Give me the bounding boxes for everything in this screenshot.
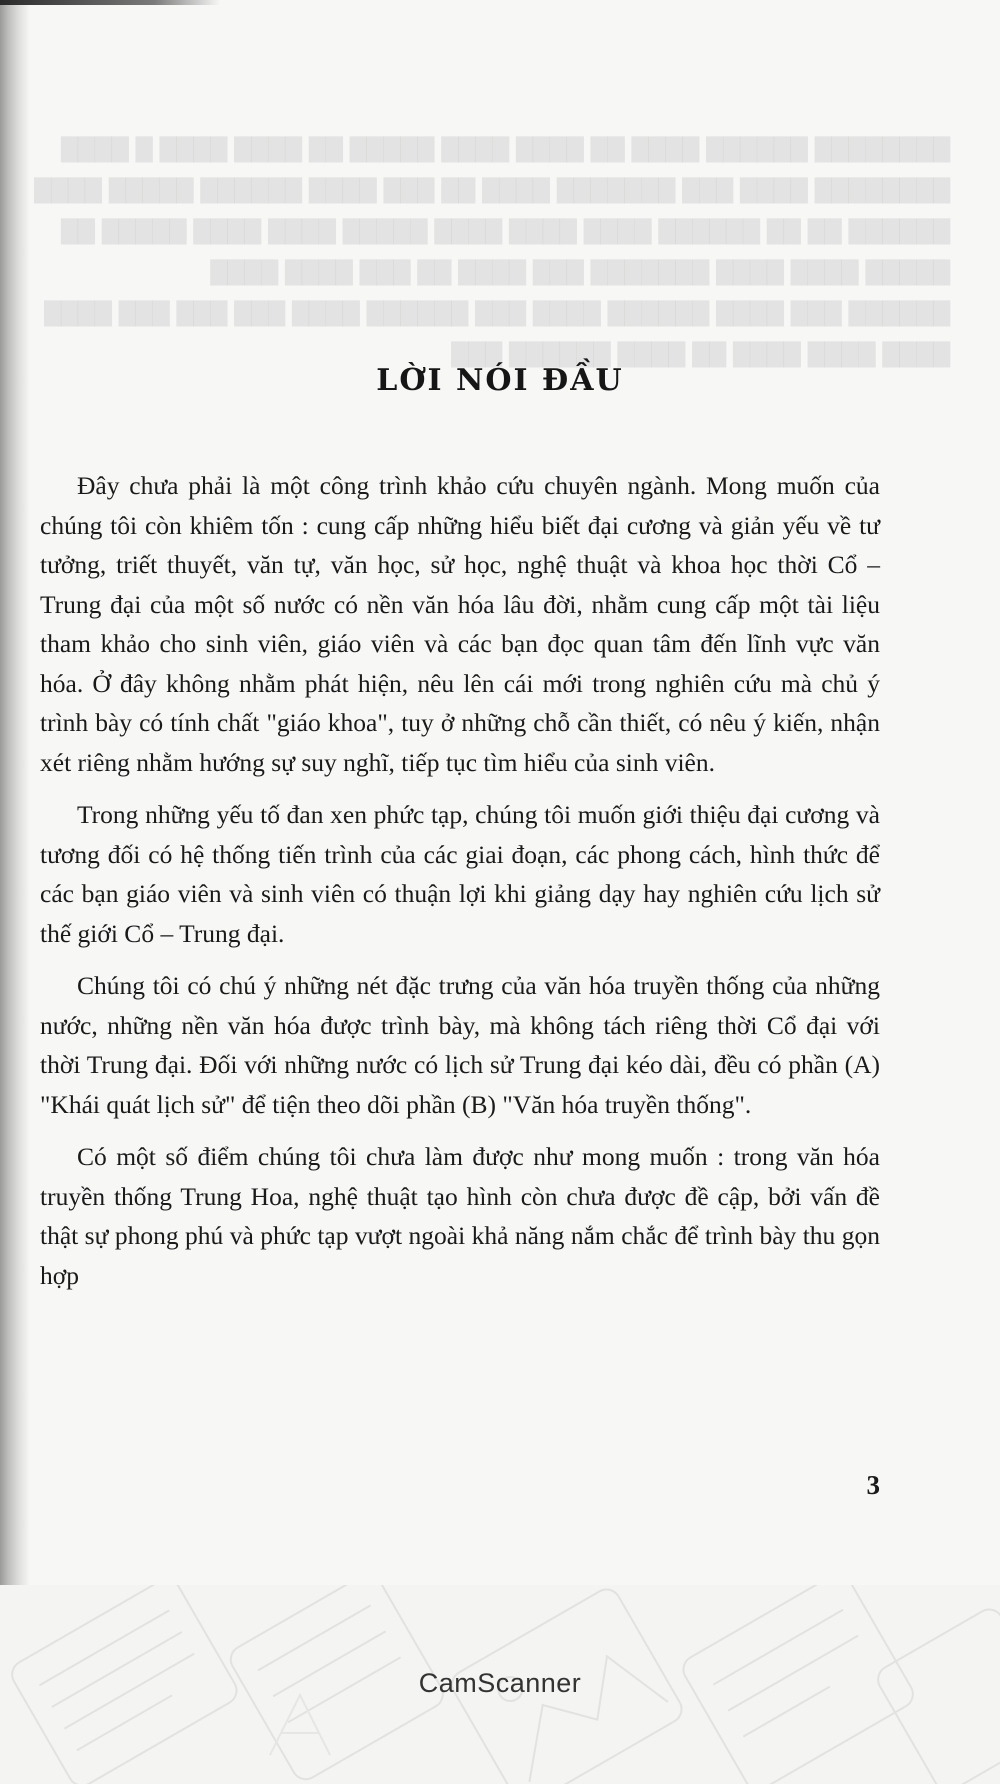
paragraph: Chúng tôi có chú ý những nét đặc trưng của văn hóa truyền thống của những nước, những nền văn hóa được trình bày, mà không tách riêng thời Cổ đại với thời Trung đại. Đối với những nước có lịch sử Trung đại kéo dài, đều có phần (A) "Khái quát lịch sử" để tiện theo dõi phần (B) "Văn hóa truyền thống". xyxy=(40,971,880,1119)
binding-shadow xyxy=(0,0,30,1585)
paragraph: Trong những yếu tố đan xen phức tạp, chúng tôi muốn giới thiệu đại cương và tương đối có hệ thống tiến trình của các giai đoạn, các phong cách, hình thức để các bạn giáo viên và sinh viên có thuận lợi khi giảng dạy hay nghiên cứu lịch sử thế giới Cổ – Trung đại. xyxy=(40,800,880,948)
paragraph: Có một số điểm chúng tôi chưa làm được như mong muốn : trong văn hóa truyền thống Trung Hoa, nghệ thuật tạo hình còn chưa được đề cập, bởi vấn đề thật sự phong phú và phức tạp vượt ngoài khả năng nắm chắc để trình bày thu gọn hợp xyxy=(40,1142,880,1290)
page-number: 3 xyxy=(866,1470,880,1500)
scanner-footer xyxy=(0,1585,1000,1784)
paragraph: Đây chưa phải là một công trình khảo cứu chuyên ngành. Mong muốn của chúng tôi còn khiêm tốn : cung cấp những hiểu biết đại cương và giản yếu về tư tưởng, triết thuyết, văn tự, văn học, sử học, nghệ thuật và khoa học thời Cổ – Trung đại của một số nước có nền văn hóa lâu đời, nhằm cung cấp một tài liệu tham khảo cho sinh viên, giáo viên và các bạn đọc quan tâm đến lĩnh vực văn hóa. Ở đây không nhằm phát hiện, nêu lên cái mới trong nghiên cứu mà chủ ý trình bày có tính chất "giáo khoa", tuy ở những chỗ cần thiết, có nêu ý kiến, nhận xét riêng nhằm hướng sự suy nghĩ, tiếp tục tìm hiểu của sinh viên. xyxy=(40,471,880,777)
body-text xyxy=(40,466,880,1308)
camscanner-brand: CamScanner xyxy=(418,1668,582,1698)
page-title: LỜI NÓI ĐẦU xyxy=(376,363,624,398)
page-top-edge xyxy=(0,0,220,5)
show-through-text: ████████ ██████ ████ ██ ████ ████ █████ ██ ████ ████ █ ████ ████████ ████ ███ ███████ ████ ██ ███ ████ ██████ █████ ████ ██████ ██ ██ ██████ ████ ████ ████ █████ ████ ████ █████ ██ █████ ████ ████ ███████ ███ ████ ██ ███ ████ ████ ██████ ███ ████ ██████ ████ ███ ██████ ████ ███ ███ ███ ████ ████ ████ ████ ██ ████ ██████ ███ xyxy=(34,138,950,368)
